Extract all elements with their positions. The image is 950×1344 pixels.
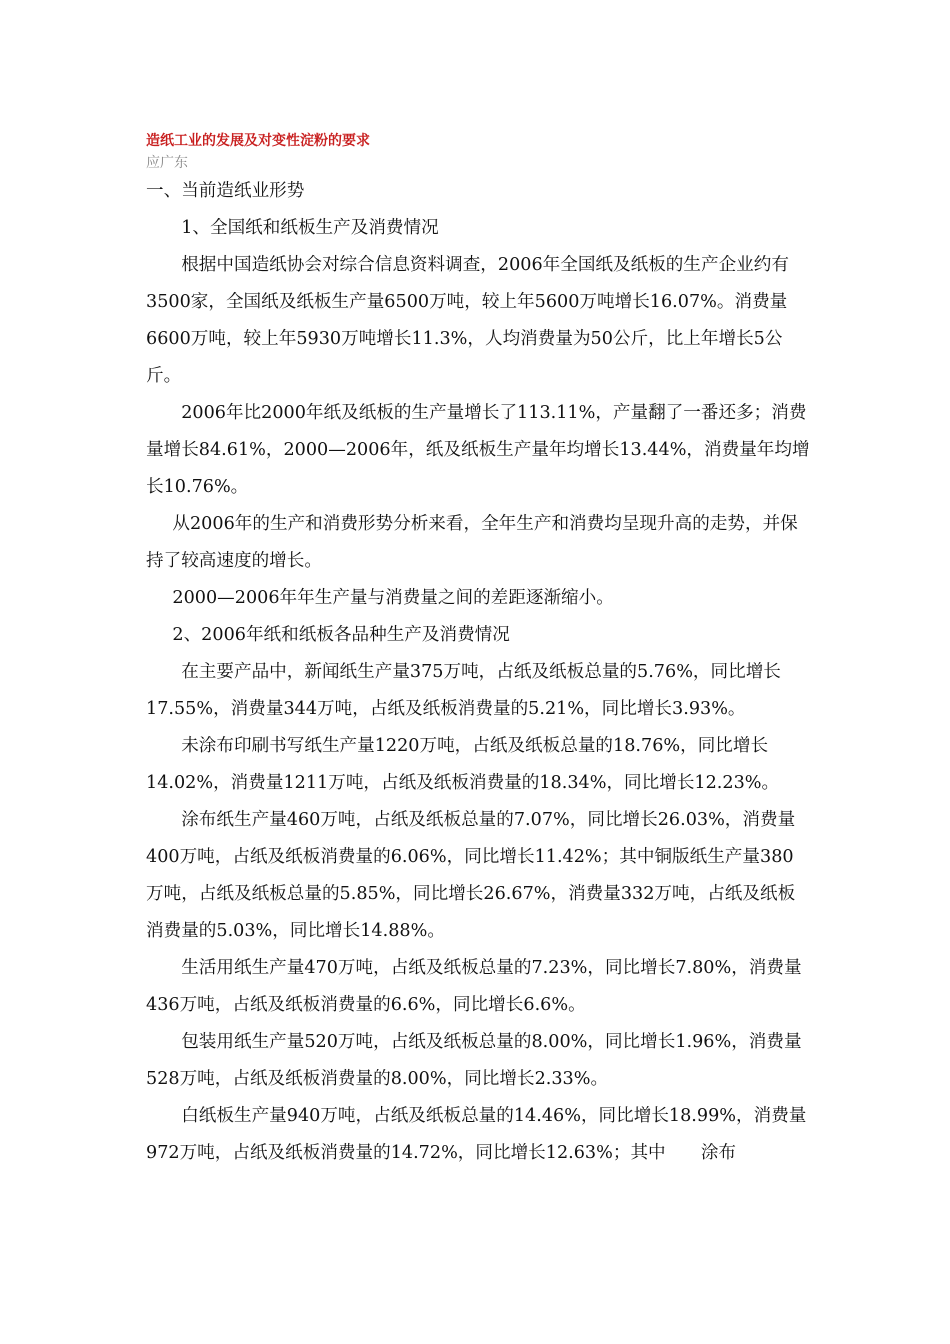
body-paragraph: 包装用纸生产量520万吨，占纸及纸板总量的8.00%，同比增长1.96%，消费量528万吨，占纸及纸板消费量的8.00%，同比增长2.33%。: [146, 1032, 802, 1089]
body-paragraph: 白纸板生产量940万吨，占纸及纸板总量的14.46%，同比增长18.99%，消费量972万吨，占纸及纸板消费量的14.72%，同比增长12.63%；其中 涂布: [146, 1106, 807, 1163]
body-paragraph: 生活用纸生产量470万吨，占纸及纸板总量的7.23%，同比增长7.80%，消费量436万吨，占纸及纸板消费量的6.6%，同比增长6.6%。: [146, 958, 802, 1015]
body-paragraph: 根据中国造纸协会对综合信息资料调查，2006年全国纸及纸板的生产企业约有3500家，全国纸及纸板生产量6500万吨，较上年5600万吨增长16.07%。消费量6600万吨，较上年5930万吨增长11.3%，人均消费量为50公斤，比上年增长5公斤。: [146, 255, 789, 386]
body-paragraph: 2、2006年纸和纸板各品种生产及消费情况: [172, 625, 510, 645]
body-paragraph: 从2006年的生产和消费形势分析来看，全年生产和消费均呈现升高的走势，并保持了较高速度的增长。: [146, 514, 798, 571]
body-paragraph: 涂布纸生产量460万吨，占纸及纸板总量的7.07%，同比增长26.03%，消费量400万吨，占纸及纸板消费量的6.06%，同比增长11.42%；其中铜版纸生产量380万吨，占纸及纸板总量的5.85%，同比增长26.67%，消费量332万吨，占纸及纸板消费量的5.03%，同比增长14.88%。: [146, 810, 796, 941]
section-heading: 一、当前造纸业形势: [146, 181, 305, 201]
body-paragraph: 未涂布印刷书写纸生产量1220万吨，占纸及纸板总量的18.76%，同比增长14.02%，消费量1211万吨，占纸及纸板消费量的18.34%，同比增长12.23%。: [146, 736, 780, 793]
body-paragraph: 在主要产品中，新闻纸生产量375万吨，占纸及纸板总量的5.76%，同比增长17.55%，消费量344万吨，占纸及纸板消费量的5.21%，同比增长3.93%。: [146, 662, 781, 719]
document-body: [146, 173, 810, 1172]
author-name: 应广东: [146, 155, 188, 171]
body-paragraph: 2006年比2000年纸及纸板的生产量增长了113.11%，产量翻了一番还多；消费量增长84.61%，2000—2006年，纸及纸板生产量年均增长13.44%，消费量年均增长10.76%。: [146, 403, 810, 497]
document-title: 造纸工业的发展及对变性淀粉的要求: [146, 133, 370, 149]
body-paragraph: 2000—2006年年生产量与消费量之间的差距逐渐缩小。: [172, 588, 614, 608]
subsection-heading: 1、全国纸和纸板生产及消费情况: [181, 218, 439, 238]
